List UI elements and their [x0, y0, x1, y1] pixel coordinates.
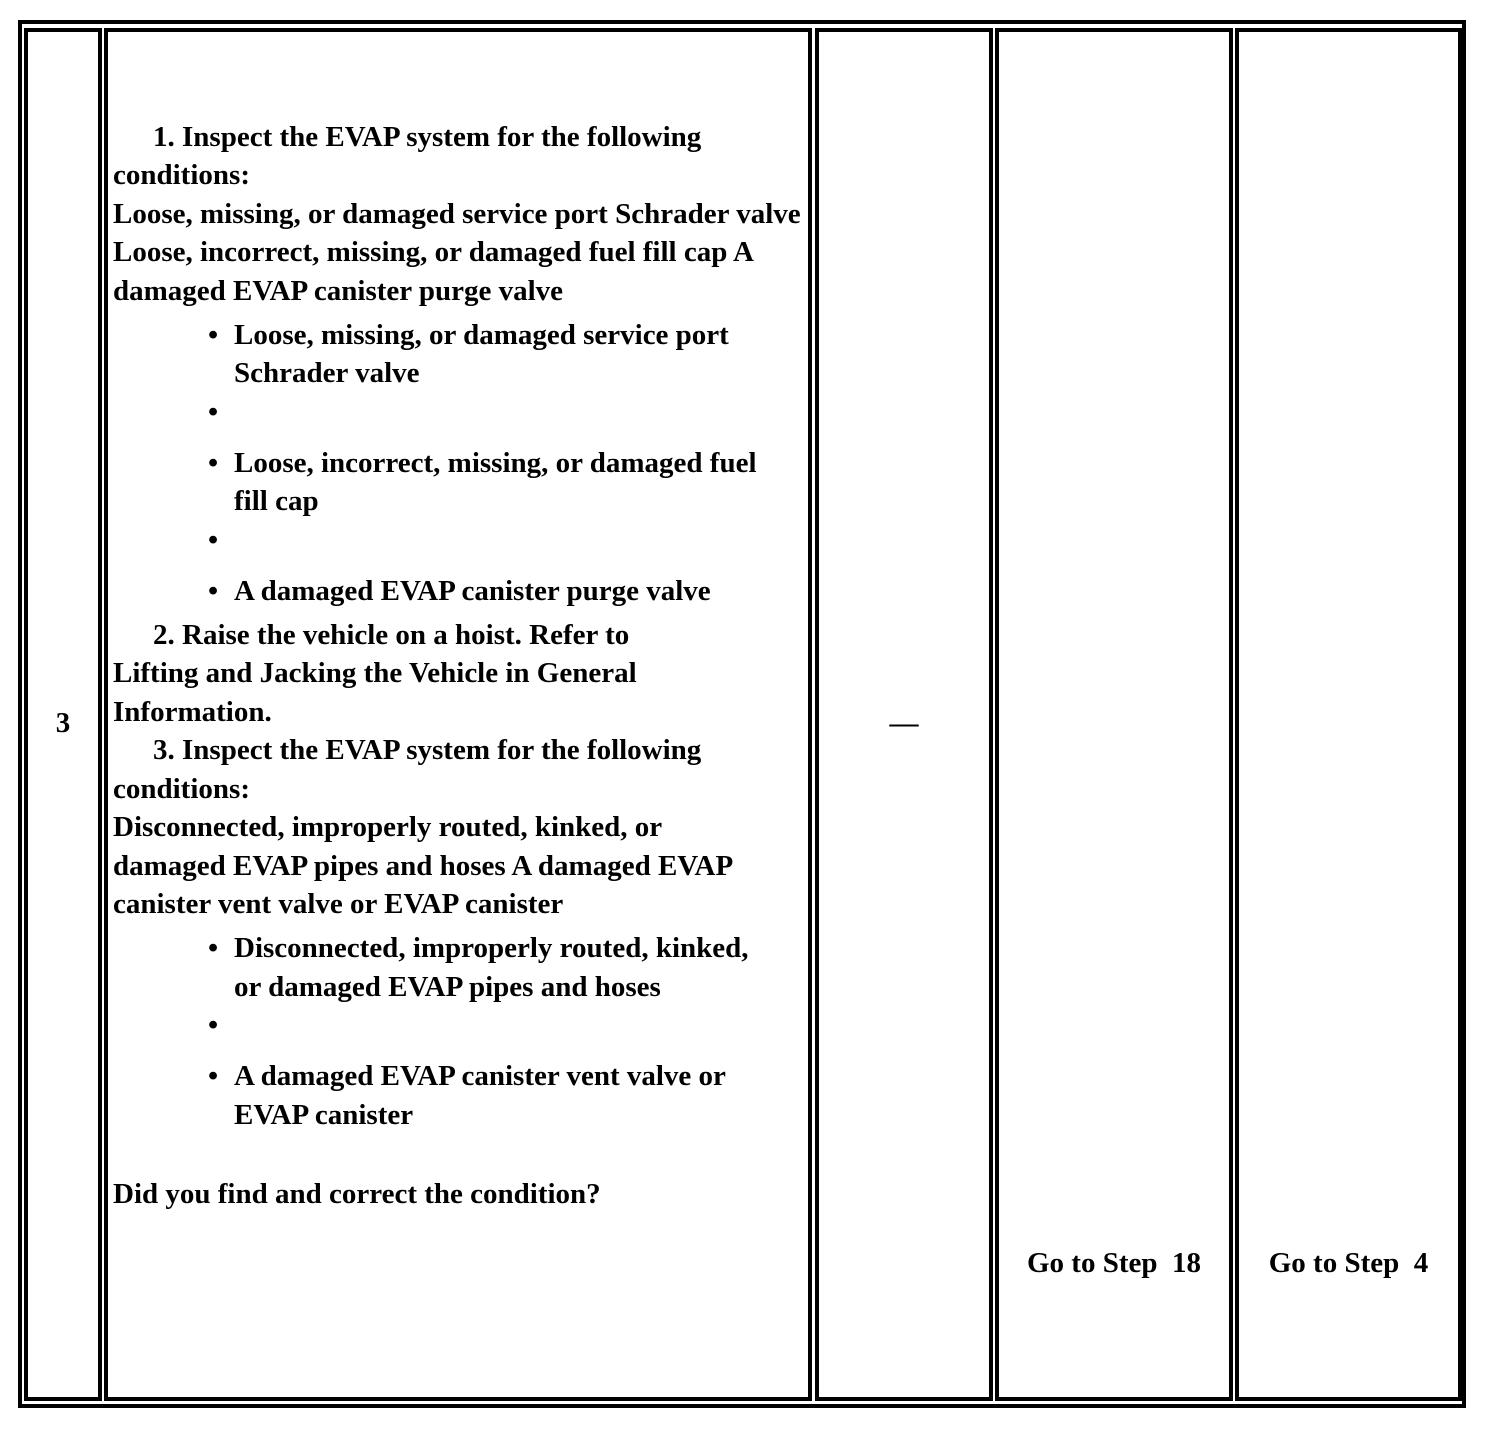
instruction-1: 1. Inspect the EVAP system for the following [153, 121, 702, 153]
list-spacer [208, 1006, 753, 1057]
list-item: • Disconnected, improperly routed, kinked, or damaged EVAP pipes and hoses [208, 929, 779, 1006]
list-item: • Loose, missing, or damaged service port Schrader valve [208, 316, 779, 393]
list-spacer [208, 521, 753, 572]
value-cell [815, 28, 993, 1401]
list-item: • Loose, incorrect, missing, or damaged fuel fill cap [208, 444, 779, 521]
yes-cell [995, 28, 1233, 1401]
action-cell [104, 28, 812, 1401]
list-spacer [208, 393, 753, 444]
instruction-3-continuation: conditions: [113, 772, 250, 805]
value-text: — [889, 707, 919, 739]
conditions-list-1 [113, 316, 813, 610]
instruction-3: 3. Inspect the EVAP system for the following [153, 734, 702, 767]
no-cell [1235, 28, 1462, 1401]
instruction-1-continuation: conditions: [113, 159, 250, 192]
conditions-summary-3: Disconnected, improperly routed, kinked, or damaged EVAP pipes and hoses A damaged EVAP canister vent valve or EVAP canister [113, 811, 732, 920]
yes-goto-link[interactable]: Go to Step 18 [1027, 1247, 1201, 1279]
list-item: • A damaged EVAP canister vent valve or EVAP canister [208, 1057, 779, 1134]
list-item: • A damaged EVAP canister purge valve [208, 572, 779, 610]
conditions-list-3 [113, 929, 813, 1134]
no-goto-link[interactable]: Go to Step 4 [1268, 1247, 1429, 1279]
question: Did you find and correct the condition? [113, 1177, 601, 1210]
step-cell [24, 28, 102, 1401]
instruction-2: 2. Raise the vehicle on a hoist. Refer to [153, 619, 630, 652]
action-text [113, 118, 813, 1213]
instruction-2-continuation: Lifting and Jacking the Vehicle in General Information. [113, 657, 637, 728]
step-number: 3 [55, 707, 71, 739]
conditions-summary-1: Loose, missing, or damaged service port Schrader valve Loose, incorrect, missing, or damaged fuel fill cap A damaged EVAP canister purge valve [113, 197, 801, 307]
